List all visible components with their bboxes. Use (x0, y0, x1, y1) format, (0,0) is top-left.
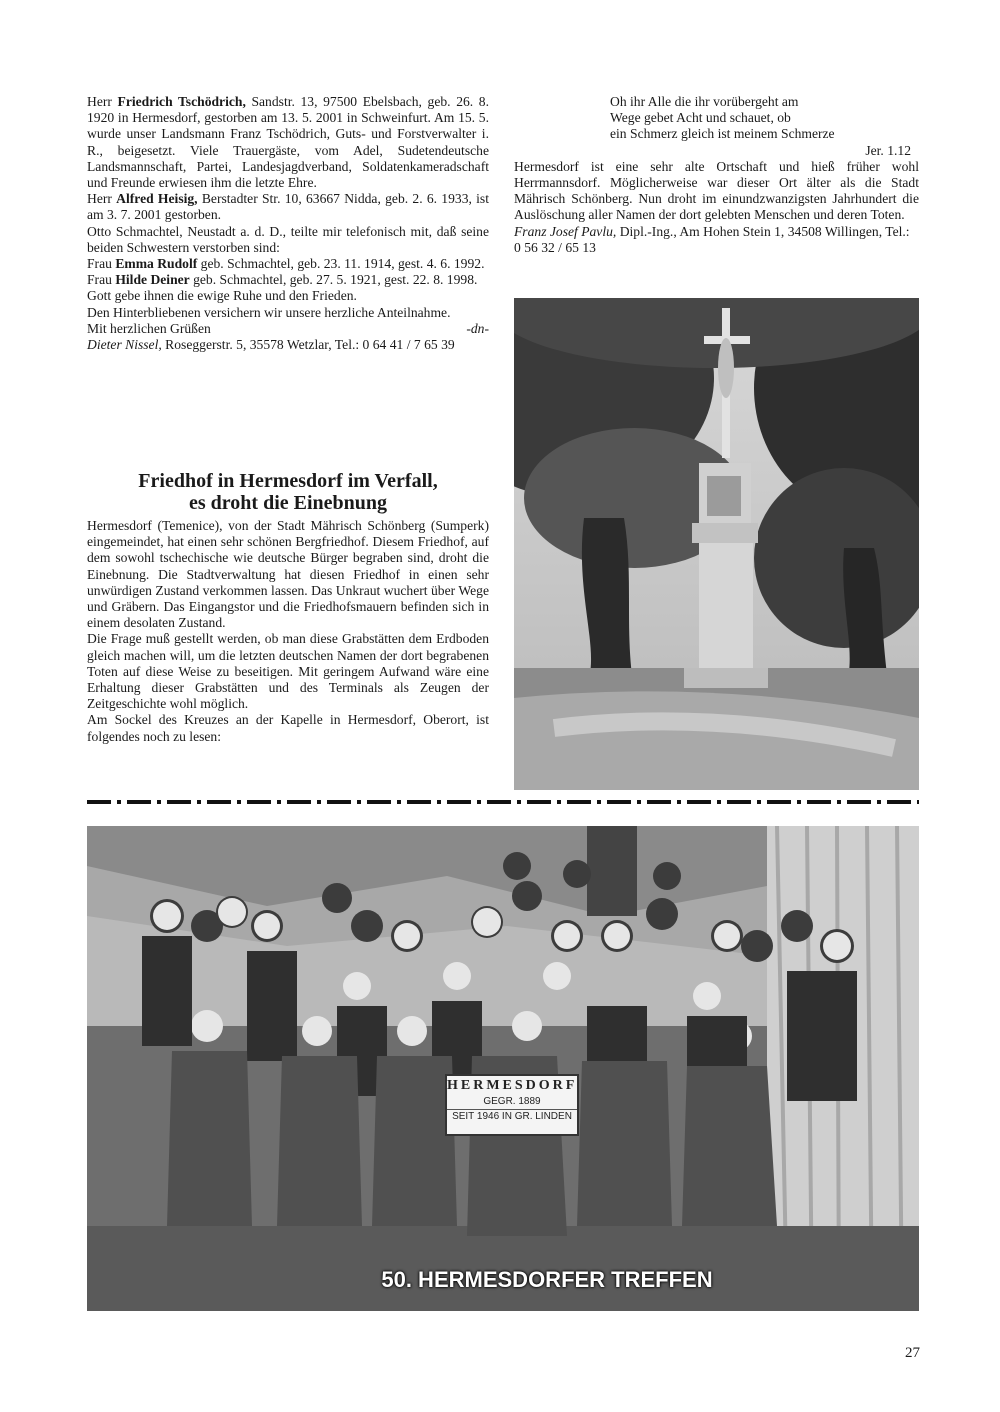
page-number: 27 (905, 1345, 920, 1361)
article-body (87, 518, 489, 745)
article-paragraph: Am Sockel des Kreuzes an der Kapelle in Hermesdorf, Oberort, ist folgendes noch zu lesen: (87, 712, 489, 744)
obituaries-column (87, 94, 489, 353)
obituary-rudolf: Frau Emma Rudolf geb. Schmachtel, geb. 23. 11. 1914, gest. 4. 6. 1992. (87, 256, 485, 272)
deceased-name: Friedrich Tschödrich, (117, 94, 246, 109)
greeting-line: Mit herzlichen Grüßen -dn- (87, 320, 489, 336)
author-signature: Dieter Nissel, Roseggerstr. 5, 35578 Wetzlar, Tel.: 0 64 41 / 7 65 39 (87, 337, 455, 353)
article-continuation (514, 94, 919, 256)
initials: -dn- (466, 320, 489, 336)
obituary-heisig: Herr Alfred Heisig, Berstadter Str. 10, 63667 Nidda, geb. 2. 6. 1933, ist am 3. 7. 2001 gestorben. (87, 191, 490, 223)
article-paragraph: Die Frage muß gestellt werden, ob man diese Grabstätten dem Erdboden gleich machen will, um die letzten deutschen Namen der dort begrabenen Toten auf diese Weise zu beseitigen. Mit geringem Aufwand wäre eine Erhaltung dieser Grabstätten und des Terminals als Zeugen der Zeitgeschichte wohl möglich. (87, 631, 489, 712)
photo-banner-caption: 50. HERMESDORFER TREFFEN (381, 1267, 713, 1292)
author-signature: Franz Josef Pavlu, Dipl.-Ing., Am Hohen Stein 1, 34508 Willingen, Tel.: 0 56 32 / 65 13 (514, 223, 910, 255)
bible-reference: Jer. 1.12 (865, 142, 911, 158)
group-reunion-photo (87, 826, 919, 1311)
deceased-name: Alfred Heisig, (116, 191, 198, 207)
group-photo-image (87, 826, 919, 1311)
inscription-poem: Oh ihr Alle die ihr vorübergeht am Wege gebet Acht und schauet, ob ein Schmerz gleich ist meinem Schmerze (610, 94, 835, 142)
blessing: Gott gebe ihnen die ewige Ruhe und den Frieden. (87, 288, 357, 304)
article-headline: Friedhof in Hermesdorf im Verfall, es droht die Einebnung (138, 470, 438, 514)
cross-monument-photo (514, 298, 919, 790)
obituary-tschoedrich: Herr Friedrich Tschödrich, Sandstr. 13, 97500 Ebelsbach, geb. 26. 8. 1920 in Hermesdorf, gestorben am 13. 5. 2001 in Schweinfurt. Am 15. 5. wurde unser Landsmann Franz Tschödrich, Guts- und Forstverwalter i. R., beigesetzt. Viele Trauergäste, vom Adel, Sudetendeutsche Landsmannschaft, Partei, Landesjagdverband, Soldatenkameradschaft und Freunde erwiesen ihm die letzte Ehre. (87, 94, 489, 191)
obituary-deiner: Frau Hilde Deiner geb. Schmachtel, geb. 27. 5. 1921, gest. 22. 8. 1998. (87, 272, 478, 288)
article-paragraph: Hermesdorf ist eine sehr alte Ortschaft und hieß früher wohl Herrmannsdorf. Möglicherweise war dieser Ort älter als die Stadt Mährisch Schönberg. Nun droht im einundzwanzigsten Jahrhundert die Auslöschung aller Namen der dort gelebten Menschen und deren Toten. (514, 158, 919, 223)
deceased-name: Hilde Deiner (115, 272, 190, 288)
section-divider (87, 800, 919, 804)
condolence: Den Hinterbliebenen versichern wir unsere herzliche Anteilnahme. (87, 304, 451, 320)
article-paragraph: Hermesdorf (Temenice), von der Stadt Mährisch Schönberg (Sumperk) eingemeindet, hat einen sehr schönen Bergfriedhof. Diesem Friedhof, auf dem sowohl tschechische wie deutsche Bürger begraben sind, droht die Einebnung. Die Stadtverwaltung hat diesen Friedhof in einen sehr unwürdigen Zustand verkommen lassen. Das Unkraut wuchert über Wege und Gräbern. Das Eingangstor und die Friedhofsmauern befinden sich in einem desolaten Zustand. (87, 518, 489, 631)
cross-photo-image (514, 298, 919, 790)
deceased-name: Emma Rudolf (115, 256, 198, 272)
obituary-note: Otto Schmachtel, Neustadt a. d. D., teilte mir telefonisch mit, daß seine beiden Schwestern verstorben sind: (87, 223, 489, 255)
hermesdorf-sign: HERMESDORF GEGR. 1889 SEIT 1946 IN GR. LINDEN (445, 1074, 579, 1136)
